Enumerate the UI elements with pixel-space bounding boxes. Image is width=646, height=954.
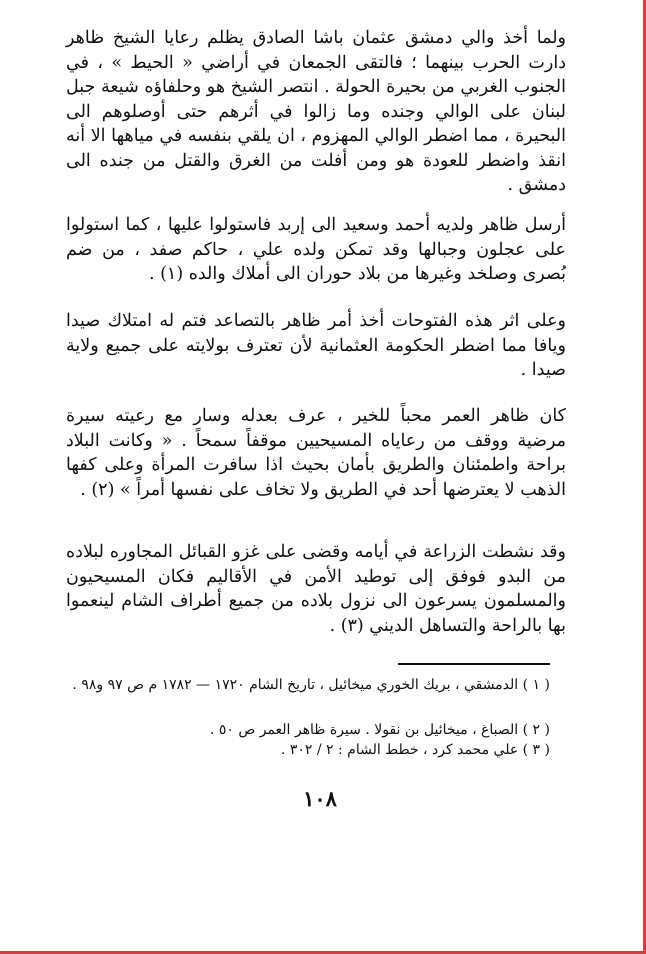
page-number: ١٠٨ bbox=[303, 786, 337, 811]
paragraph-1: ولما أخذ والي دمشق عثمان باشا الصادق يظلم رعايا الشيخ ظاهر دارت الحرب بينهما ؛ فالتقى الجمعان في أراضي « الحيط » ، في الجنوب الغربي من بحيرة الحولة . انتصر الشيخ هو وحلفاؤه شيعة جبل لبنان على الوالي وجنده وما زالوا في أثرهم حتى أوصلوهم الى البحيرة ، مما اضطر الوالي المهزوم ، ان يلقي بنفسه في مياهها الا أنه انقذ واضطر للعودة هو ومن أفلت من الغرق والقتل من جنده الى دمشق . bbox=[66, 28, 566, 195]
footnote-1: ( ١ ) الدمشقي ، بريك الخوري ميخائيل ، تاريخ الشام ١٧٢٠ — ١٧٨٢ م ص ٩٧ و٩٨ . bbox=[72, 677, 550, 693]
paragraph-2: أرسل ظاهر ولديه أحمد وسعيد الى إربد فاستولوا عليها ، كما استولوا على عجلون وجبالها وقد تمكن ولده علي ، حاكم صفد ، من ضم بُصرى وصلخد وغيرها من بلاد حوران الى أملاك والده (١) . bbox=[66, 215, 566, 284]
footnote-separator bbox=[398, 663, 550, 665]
footnote-2: ( ٢ ) الصباغ ، ميخائيل بن نقولا . سيرة ظاهر العمر ص ٥٠ . bbox=[209, 722, 550, 738]
footnote-3: ( ٣ ) علي محمد كرد ، خطط الشام : ٢ / ٣٠٢ . bbox=[280, 742, 550, 758]
paragraph-4: كان ظاهر العمر محباً للخير ، عرف بعدله وسار مع رعيته سيرة مرضية ووقف من رعاياه المسيحيين موقفاً سمحاً . « وكانت البلاد براحة واطمئنان والطريق بأمان بحيث اذا سافرت المرأة وعلى كفها الذهب لا يعترضها أحد في الطريق ولا تخاف على نفسها أمراً » (٢) . bbox=[66, 406, 566, 500]
paragraph-5: وقد نشطت الزراعة في أيامه وقضى على غزو القبائل المجاوره لبلاده من البدو فوفق إلى توطيد الأمن في الأقاليم فكان المسيحيون والمسلمون يسرعون الى نزول بلاده من جميع أطراف الشام لينعموا بها بالراحة والتساهل الديني (٣) . bbox=[66, 542, 566, 636]
paragraph-3: وعلى اثر هذه الفتوحات أخذ أمر ظاهر بالتصاعد فتم له امتلاك صيدا ويافا مما اضطر الحكومة العثمانية لأن تعترف بولايته على جميع ولاية صيدا . bbox=[66, 311, 566, 380]
